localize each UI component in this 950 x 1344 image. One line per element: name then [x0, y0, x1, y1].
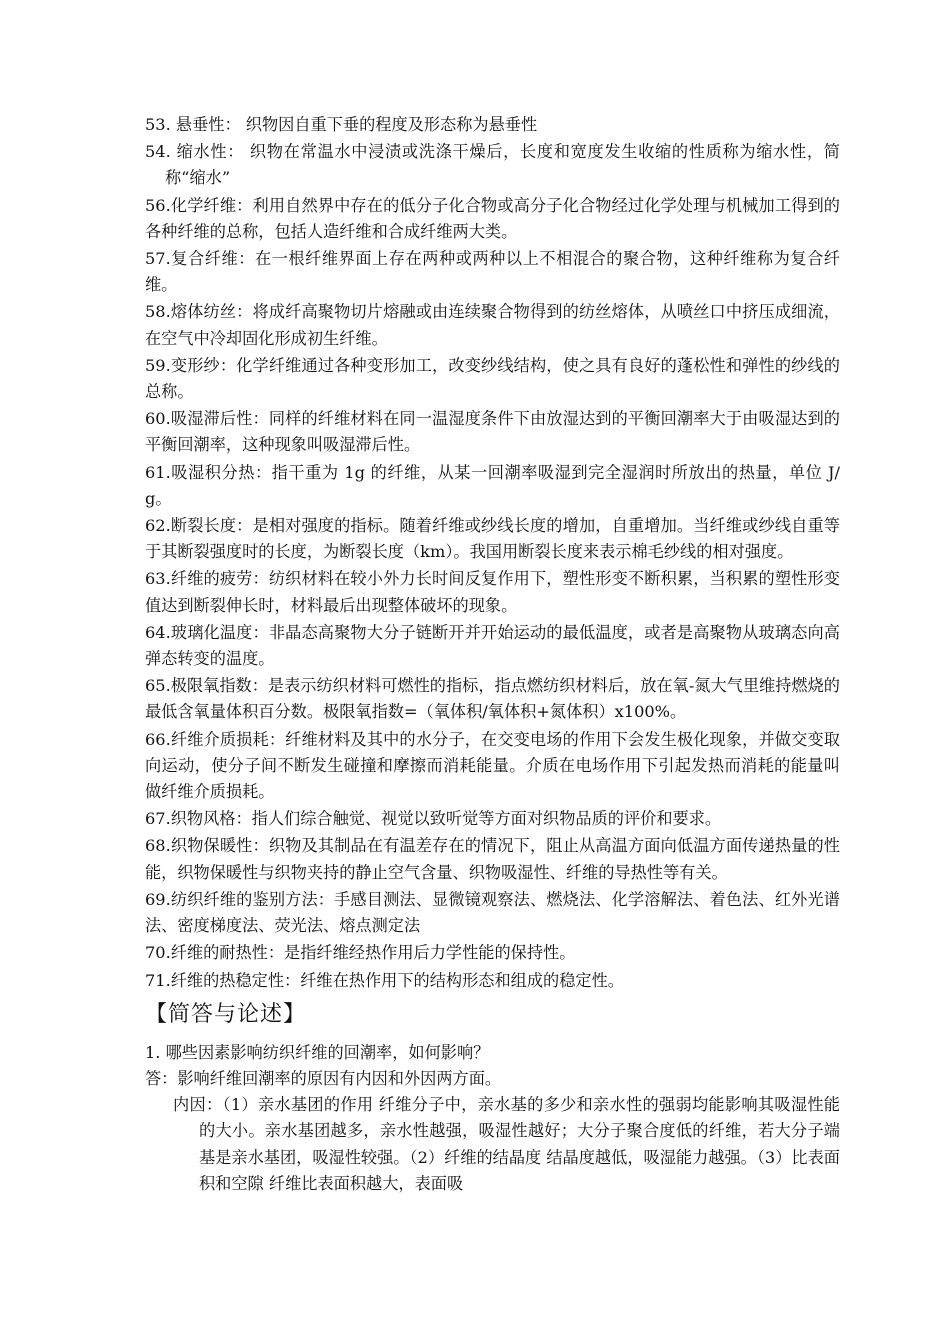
- entry-69: 69.纺织纤维的鉴别方法：手感目测法、显微镜观察法、燃烧法、化学溶解法、着色法、红外光谱法、密度梯度法、荧光法、熔点测定法: [145, 889, 840, 936]
- answer-body: 内因：（1）亲水基团的作用 纤维分子中，亲水基的多少和亲水性的强弱均能影响其吸湿性能的大小。亲水基团越多，亲水性越强，吸湿性越好；大分子聚合度低的纤维，若大分子端基是亲水基团，吸湿性较强。（2）纤维的结晶度 结晶度越低，吸湿能力越强。（3）比表面积和空隙 纤维比表面积越大，表面吸: [173, 1095, 840, 1193]
- entry-64: 64.玻璃化温度：非晶态高聚物大分子链断开并开始运动的最低温度，或者是高聚物从玻璃态向高弹态转变的温度。: [145, 622, 840, 669]
- entry-58: 58.熔体纺丝：将成纤高聚物切片熔融或由连续聚合物得到的纺丝熔体，从喷丝口中挤压成细流，在空气中冷却固化形成初生纤维。: [145, 302, 840, 348]
- entry-63: 63.纤维的疲劳：纺织材料在较小外力长时间反复作用下，塑性形变不断积累，当积累的塑性形变值达到断裂伸长时，材料最后出现整体破坏的现象。: [145, 569, 840, 615]
- entry-67: 67.织物风格：指人们综合触觉、视觉以致听觉等方面对织物品质的评价和要求。: [145, 809, 722, 829]
- entry-60: 60.吸湿滞后性：同样的纤维材料在同一温湿度条件下由放湿达到的平衡回潮率大于由吸湿达到的平衡回潮率，这种现象叫吸湿滞后性。: [145, 409, 840, 455]
- document-page: [145, 112, 840, 1197]
- entry-56: 56.化学纤维：利用自然界中存在的低分子化合物或高分子化合物经过化学处理与机械加工得到的各种纤维的总称，包括人造纤维和合成纤维两大类。: [145, 195, 840, 241]
- entry-54: 54. 缩水性： 织物在常温水中浸渍或洗涤干燥后，长度和宽度发生收缩的性质称为缩水性，简称“缩水”: [145, 142, 840, 188]
- entry-71: 71.纤维的热稳定性：纤维在热作用下的结构形态和组成的稳定性。: [145, 970, 624, 990]
- entry-65: 65.极限氧指数：是表示纺织材料可燃性的指标，指点燃纺织材料后，放在氧-氮大气里维持燃烧的最低含氧量体积百分数。极限氧指数=（氧体积/氧体积+氮体积）x100%。: [145, 676, 840, 722]
- entry-59: 59.变形纱：化学纤维通过各种变形加工，改变纱线结构，使之具有良好的蓬松性和弹性的纱线的总称。: [145, 355, 840, 402]
- entry-61: 61.吸湿积分热：指干重为 1g 的纤维，从某一回潮率吸湿到完全湿润时所放出的热量，单位 J/g。: [145, 462, 840, 508]
- entry-68: 68.织物保暖性：织物及其制品在有温差存在的情况下，阻止从高温方面向低温方面传递热量的性能，织物保暖性与织物夹持的静止空气含量、织物吸湿性、纤维的导热性等有关。: [145, 836, 840, 882]
- section-title: 【简答与论述】: [145, 1001, 307, 1027]
- entry-53: 53. 悬垂性： 织物因自重下垂的程度及形态称为悬垂性: [145, 115, 538, 134]
- definition-list: [145, 112, 840, 994]
- question-1: 1. 哪些因素影响纺织纤维的回潮率，如何影响？: [145, 1042, 490, 1062]
- entry-66: 66.纤维介质损耗：纤维材料及其中的水分子，在交变电场的作用下会发生极化现象，并做交变取向运动，使分子间不断发生碰撞和摩擦而消耗能量。介质在电场作用下引起发热而消耗的能量叫做纤维介质损耗。: [145, 729, 840, 802]
- entry-57: 57.复合纤维：在一根纤维界面上存在两种或两种以上不相混合的聚合物，这种纤维称为复合纤维。: [145, 249, 840, 295]
- entry-62: 62.断裂长度：是相对强度的指标。随着纤维或纱线长度的增加，自重增加。当纤维或纱线自重等于其断裂强度时的长度，为断裂长度（km）。我国用断裂长度来表示棉毛纱线的相对强度。: [145, 516, 840, 562]
- answer-intro: 答：影响纤维回潮率的原因有内因和外因两方面。: [145, 1068, 502, 1088]
- entry-70: 70.纤维的耐热性：是指纤维经热作用后力学性能的保持性。: [145, 943, 576, 963]
